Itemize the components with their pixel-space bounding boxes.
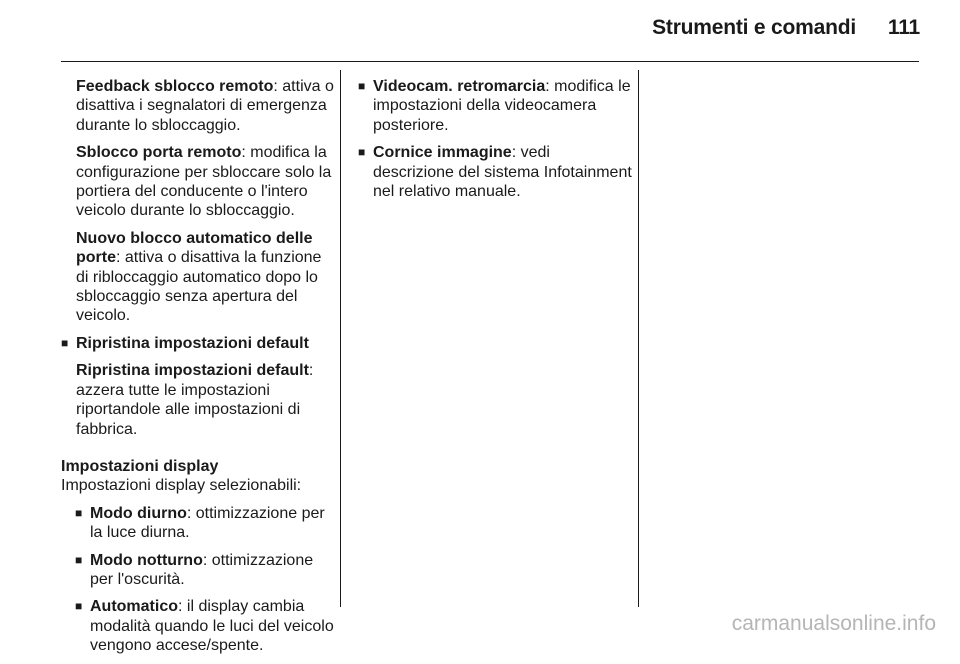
bullet-cornice [358, 143, 632, 201]
entry-text: : modifica la configurazione per sbloccare solo la portiera del conducente o l'intero veicolo durante lo sbloccaggio. [76, 144, 332, 220]
entry-nuovo-blocco [76, 229, 335, 326]
entry-feedback-sblocco [76, 77, 335, 135]
entry-sblocco-porta [76, 143, 335, 221]
entry-term: Nuovo blocco automatico delle porte [76, 229, 313, 267]
bullet-videocam [358, 77, 632, 135]
entry-text: : ottimizzazione per l'oscurità. [90, 551, 314, 588]
bullet-automatico [61, 597, 335, 655]
entry-text: : il display cambia modalità quando le luci del veicolo vengono accese/spente. [90, 598, 334, 655]
entry-term: Ripristina impostazioni default [76, 362, 309, 380]
section-heading-display: Impostazioni display [61, 457, 219, 475]
left-column [61, 77, 335, 664]
bullet-modo-notturno [61, 551, 335, 590]
watermark: carmanualsonline.info [731, 612, 936, 635]
column-divider-2 [638, 70, 639, 607]
entry-text: : azzera tutte le impostazioni riportandole alle impostazioni di fabbrica. [76, 362, 314, 438]
middle-column [358, 77, 632, 209]
entry-text: : ottimizzazione per la luce diurna. [90, 504, 325, 542]
bullet-modo-diurno [61, 504, 335, 543]
entry-ripristina [76, 361, 335, 439]
entry-term: Automatico [90, 598, 178, 616]
chapter-title: Strumenti e comandi [652, 16, 856, 39]
entry-term: Modo diurno [90, 504, 187, 522]
entry-term: Feedback sblocco remoto [76, 78, 274, 95]
entry-text: : vedi descrizione del sistema Infotainment nel relativo manuale. [373, 144, 632, 201]
bullet-ripristina: ■ Ripristina impostazioni default [61, 334, 335, 353]
entry-term: Modo notturno [90, 551, 203, 569]
entry-term: Videocam. retromarcia [373, 78, 546, 95]
page-number: 111 [887, 16, 920, 39]
entry-text: : attiva o disattiva la funzione di ribloccaggio automatico dopo lo sbloccaggio senza apertura del veicolo. [76, 249, 322, 325]
display-intro: Impostazioni display selezionabili: [61, 477, 302, 495]
entry-text: : modifica le impostazioni della videocamera posteriore. [373, 78, 631, 134]
entry-text: : attiva o disattiva i segnalatori di emergenza durante lo sbloccaggio. [76, 78, 334, 134]
entry-term: Sblocco porta remoto [76, 144, 242, 162]
column-divider-1 [340, 70, 341, 607]
entry-term: Cornice immagine [373, 144, 512, 162]
page-header [0, 0, 960, 62]
header-rule [61, 61, 919, 62]
